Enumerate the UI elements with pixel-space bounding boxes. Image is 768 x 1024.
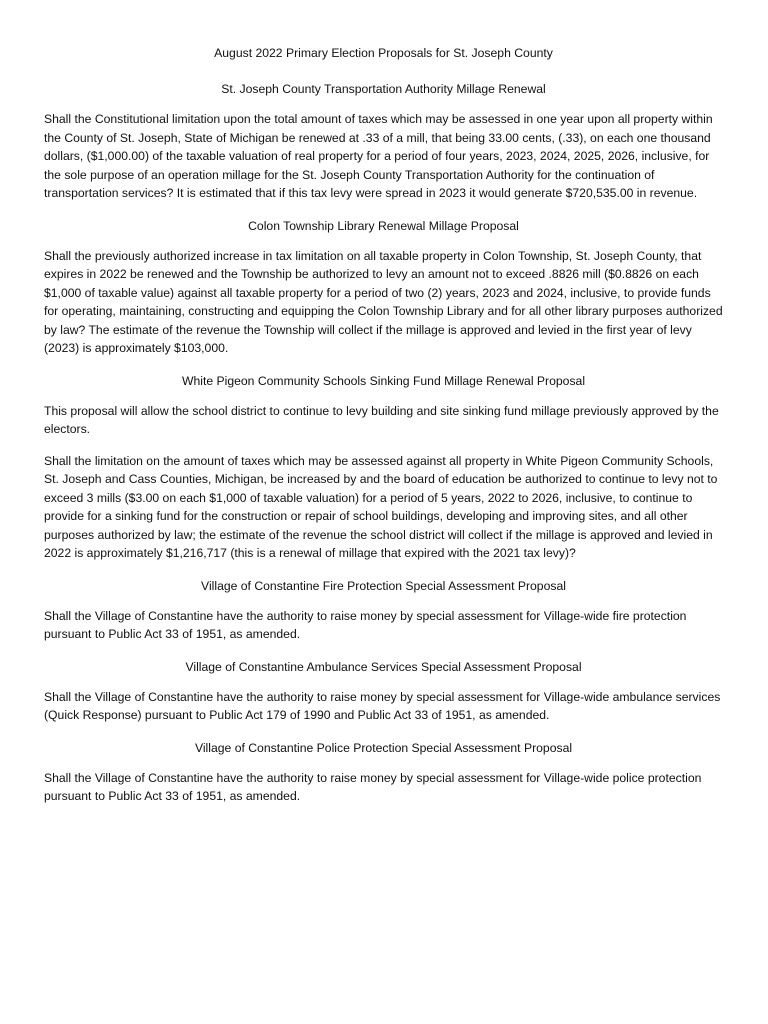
section-heading: Village of Constantine Ambulance Services Special Assessment Proposal	[185, 659, 582, 674]
section-constantine-fire	[44, 577, 723, 644]
section-paragraph: Shall the limitation on the amount of taxes which may be assessed against all property in White Pigeon Community Schools, St. Joseph and Cass Counties, Michigan, be increased by and the board of education be authorized to continue to levy not to exceed 3 mills ($3.00 on each $1,000 of taxable valuation) for a period of 5 years, 2022 to 2026, inclusive, to continue to provide for a sinking fund for the construction or repair of school buildings, developing and improving sites, and all other purposes authorized by law; the estimate of the revenue the school district will collect if the millage is approved and levied in 2022 is approximately $1,216,717 (this is a renewal of millage that expired with the 2021 tax levy)?	[44, 453, 718, 560]
section-paragraph: Shall the Constitutional limitation upon the total amount of taxes which may be assessed in one year upon all property within the County of St. Joseph, State of Michigan be renewed at .33 of a mill, that being 33.00 cents, (.33), on each one thousand dollars, ($1,000.00) of the taxable valuation of real property for a period of four years, 2023, 2024, 2025, 2026, inclusive, for the sole purpose of an operation millage for the St. Joseph County Transportation Authority for the continuation of transportation services? It is estimated that if this tax levy were spread in 2023 it would generate $720,535.00 in revenue.	[44, 112, 713, 200]
section-paragraph: Shall the Village of Constantine have the authority to raise money by special assessment for Village-wide ambulance services (Quick Response) pursuant to Public Act 179 of 1990 and Public Act 33 of 1951, as amended.	[44, 689, 721, 722]
section-transportation-millage	[44, 80, 723, 203]
section-paragraph: This proposal will allow the school district to continue to levy building and site sinking fund millage previously approved by the electors.	[44, 403, 719, 436]
section-paragraph: Shall the previously authorized increase in tax limitation on all taxable property in Colon Township, St. Joseph County, that expires in 2022 be renewed and the Township be authorized to levy an amount not to exceed .8826 mill ($0.8826 on each $1,000 of taxable value) against all taxable property for a period of two (2) years, 2023 and 2024, inclusive, to provide funds for operating, maintaining, constructing and equipping the Colon Township Library and for all other library purposes authorized by law? The estimate of the revenue the Township will collect if the millage is approved and levied in the first year of levy (2023) is approximately $103,000.	[44, 248, 723, 355]
section-constantine-police	[44, 739, 723, 806]
section-heading: St. Joseph County Transportation Authority Millage Renewal	[221, 82, 546, 96]
section-white-pigeon-sinking-fund	[44, 372, 723, 563]
section-heading: White Pigeon Community Schools Sinking Fund Millage Renewal Proposal	[181, 373, 586, 388]
section-constantine-ambulance	[44, 658, 723, 725]
section-heading: Colon Township Library Renewal Millage Proposal	[248, 218, 519, 233]
section-paragraph: Shall the Village of Constantine have the authority to raise money by special assessment for Village-wide police protection pursuant to Public Act 33 of 1951, as amended.	[44, 770, 702, 803]
section-paragraph: Shall the Village of Constantine have the authority to raise money by special assessment for Village-wide fire protection pursuant to Public Act 33 of 1951, as amended.	[44, 608, 687, 641]
document-title: August 2022 Primary Election Proposals for St. Joseph County	[214, 46, 553, 60]
section-colon-library-millage	[44, 217, 723, 358]
section-heading: Village of Constantine Police Protection Special Assessment Proposal	[194, 740, 573, 755]
section-heading: Village of Constantine Fire Protection Special Assessment Proposal	[201, 578, 566, 593]
